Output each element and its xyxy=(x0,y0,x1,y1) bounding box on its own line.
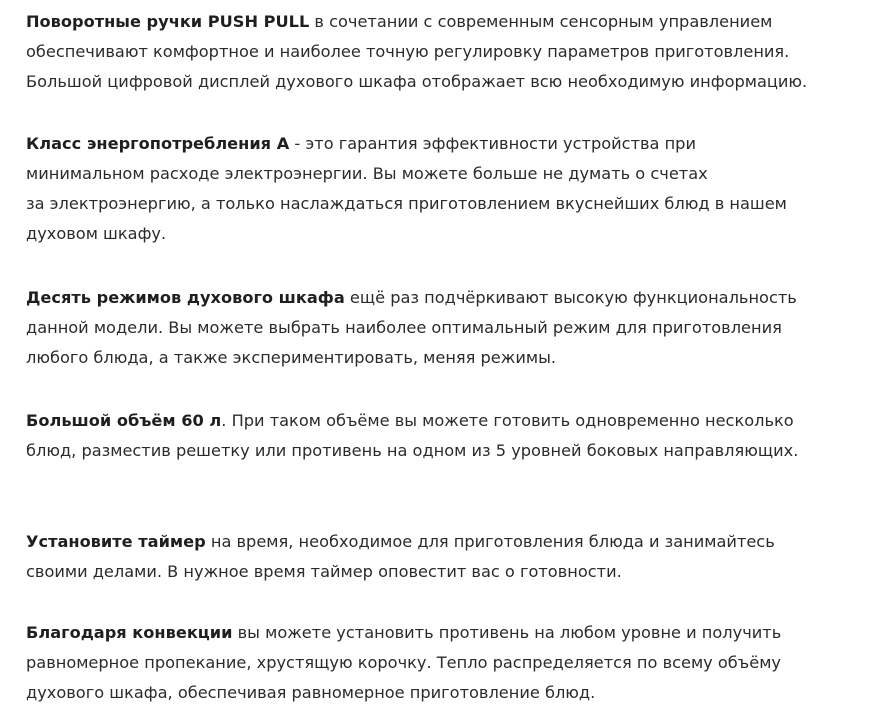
paragraph-lead: Класс энергопотребления А xyxy=(26,134,290,153)
paragraph-text: на время, необходимое для приготовления блюда и занимайтесь xyxy=(205,532,775,551)
paragraph-line: Большой цифровой дисплей духового шкафа отображает всю необходимую информацию. xyxy=(26,72,808,91)
paragraph-lead: Установите таймер xyxy=(26,532,206,551)
paragraph-energy-class xyxy=(26,129,787,249)
paragraph-text: ещё раз подчёркивают высокую функциональность xyxy=(344,288,797,307)
paragraph-line xyxy=(26,283,797,313)
paragraph-line: за электроэнергию, а только наслаждаться приготовлением вкуснейших блюд в нашем xyxy=(26,194,787,213)
paragraph-line xyxy=(26,618,781,648)
paragraph-lead: Поворотные ручки PUSH PULL xyxy=(26,12,310,31)
paragraph-text: - это гарантия эффективности устройства при xyxy=(289,134,696,153)
paragraph-line: духового шкафа, обеспечивая равномерное приготовление блюд. xyxy=(26,683,596,702)
paragraph-line xyxy=(26,406,798,436)
paragraph-line: минимальном расходе электроэнергии. Вы можете больше не думать о счетах xyxy=(26,164,708,183)
paragraph-text: вы можете установить противень на любом уровне и получить xyxy=(232,623,782,642)
paragraph-line xyxy=(26,129,787,159)
paragraph-line: равномерное пропекание, хрустящую корочку. Тепло распределяется по всему объёму xyxy=(26,653,781,672)
paragraph-line: любого блюда, а также экспериментировать, меняя режимы. xyxy=(26,348,557,367)
paragraph-line xyxy=(26,7,807,37)
paragraph-volume xyxy=(26,406,798,466)
paragraph-text: . При таком объёме вы можете готовить одновременно несколько xyxy=(221,411,794,430)
paragraph-line xyxy=(26,527,775,557)
paragraph-convection xyxy=(26,618,781,708)
paragraph-timer xyxy=(26,527,775,587)
paragraph-lead: Десять режимов духового шкафа xyxy=(26,288,345,307)
paragraph-ten-modes xyxy=(26,283,797,373)
paragraph-line: своими делами. В нужное время таймер оповестит вас о готовности. xyxy=(26,562,622,581)
paragraph-text: в сочетании с современным сенсорным управлением xyxy=(309,12,773,31)
paragraph-lead: Благодаря конвекции xyxy=(26,623,233,642)
paragraph-line: обеспечивают комфортное и наиболее точную регулировку параметров приготовления. xyxy=(26,42,790,61)
paragraph-line: духовом шкафу. xyxy=(26,224,167,243)
paragraph-push-pull-knobs xyxy=(26,7,807,97)
paragraph-line: данной модели. Вы можете выбрать наиболее оптимальный режим для приготовления xyxy=(26,318,782,337)
paragraph-line: блюд, разместив решетку или противень на одном из 5 уровней боковых направляющих. xyxy=(26,441,799,460)
paragraph-lead: Большой объём 60 л xyxy=(26,411,222,430)
